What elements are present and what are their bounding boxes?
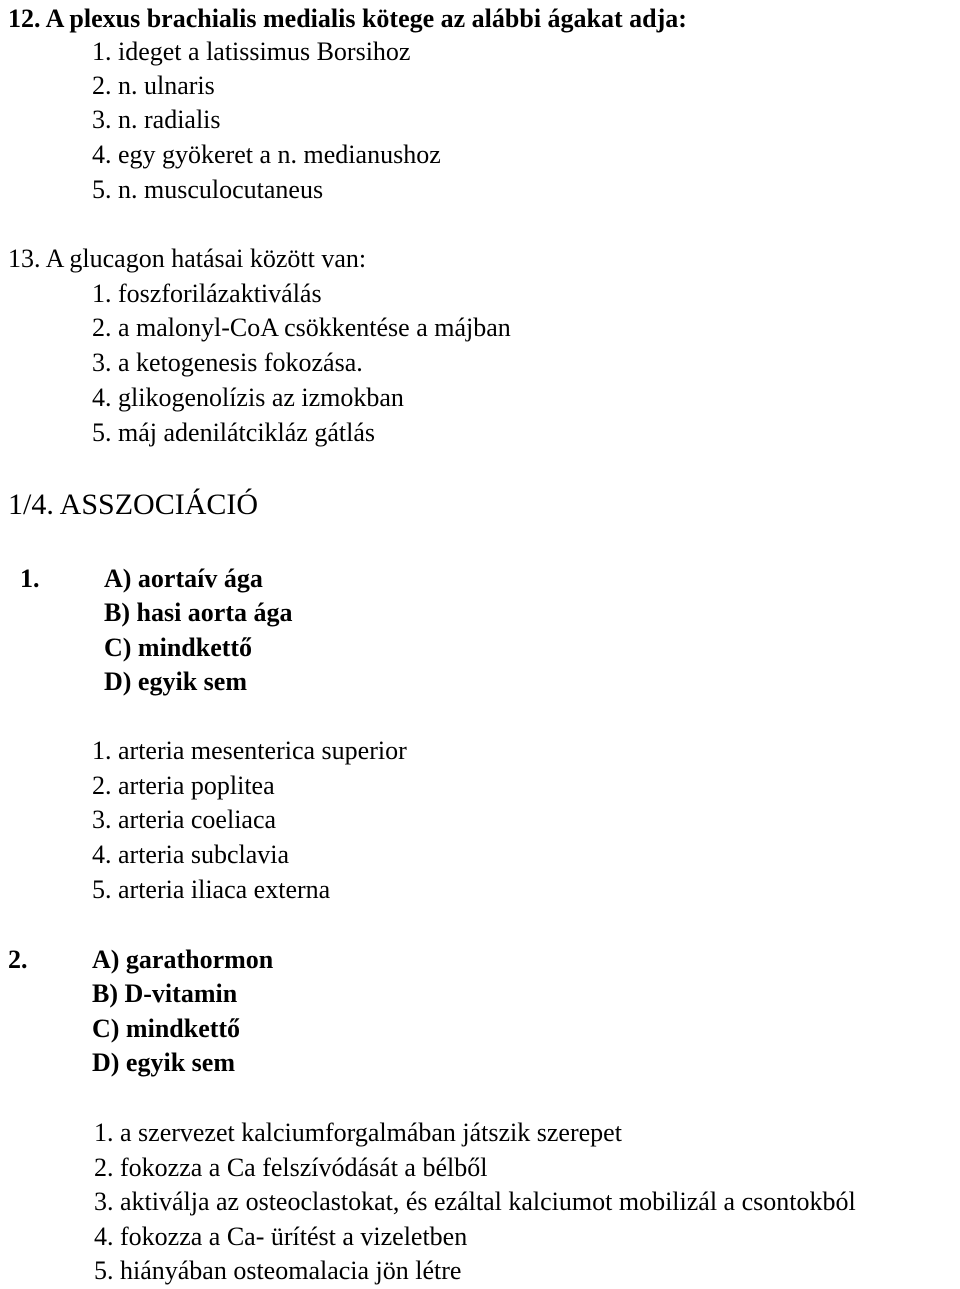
question-12-title: 12. A plexus brachialis medialis kötege az alábbi ágakat adja: bbox=[8, 4, 687, 33]
association-1-item-5: 5. arteria iliaca externa bbox=[92, 875, 331, 904]
association-1-item-2: 2. arteria poplitea bbox=[92, 771, 275, 800]
question-13-item-1: 1. foszforilázaktiválás bbox=[92, 279, 322, 308]
question-12-item-3: 3. n. radialis bbox=[92, 105, 221, 134]
question-13-item-2: 2. a malonyl-CoA csökkentése a májban bbox=[92, 313, 511, 342]
association-1-item-4: 4. arteria subclavia bbox=[92, 840, 290, 869]
association-2-item-5: 5. hiányában osteomalacia jön létre bbox=[94, 1256, 462, 1285]
question-13-item-5: 5. máj adenilátcikláz gátlás bbox=[92, 418, 375, 447]
association-2-item-1: 1. a szervezet kalciumforgalmában játszik szerepet bbox=[94, 1118, 622, 1147]
association-2-number: 2. bbox=[8, 945, 28, 974]
question-13-title: 13. A glucagon hatásai között van: bbox=[8, 244, 367, 273]
association-1-option-b: B) hasi aorta ága bbox=[104, 598, 293, 627]
association-1-option-c: C) mindkettő bbox=[104, 633, 253, 662]
question-12-item-5: 5. n. musculocutaneus bbox=[92, 175, 324, 204]
association-1-option-d: D) egyik sem bbox=[104, 667, 247, 696]
question-13-item-4: 4. glikogenolízis az izmokban bbox=[92, 383, 404, 412]
association-2-item-3: 3. aktiválja az osteoclastokat, és ezáltal kalciumot mobilizál a csontokból bbox=[94, 1187, 856, 1216]
association-2-option-d: D) egyik sem bbox=[92, 1048, 235, 1077]
question-12-item-1: 1. ideget a latissimus Borsihoz bbox=[92, 37, 411, 66]
question-12-item-4: 4. egy gyökeret a n. medianushoz bbox=[92, 140, 441, 169]
question-12-item-2: 2. n. ulnaris bbox=[92, 71, 215, 100]
association-1-item-1: 1. arteria mesenterica superior bbox=[92, 736, 407, 765]
association-2-option-b: B) D-vitamin bbox=[92, 979, 238, 1008]
association-1-number: 1. bbox=[20, 564, 40, 593]
association-1-item-3: 3. arteria coeliaca bbox=[92, 805, 277, 834]
association-1-option-a: A) aortaív ága bbox=[104, 564, 263, 593]
association-2-item-4: 4. fokozza a Ca- ürítést a vizeletben bbox=[94, 1222, 468, 1251]
question-13-item-3: 3. a ketogenesis fokozása. bbox=[92, 348, 363, 377]
section-title: 1/4. ASSZOCIÁCIÓ bbox=[8, 488, 259, 521]
association-2-option-a: A) garathormon bbox=[92, 945, 274, 974]
association-2-option-c: C) mindkettő bbox=[92, 1014, 241, 1043]
association-2-item-2: 2. fokozza a Ca felszívódását a bélből bbox=[94, 1153, 488, 1182]
